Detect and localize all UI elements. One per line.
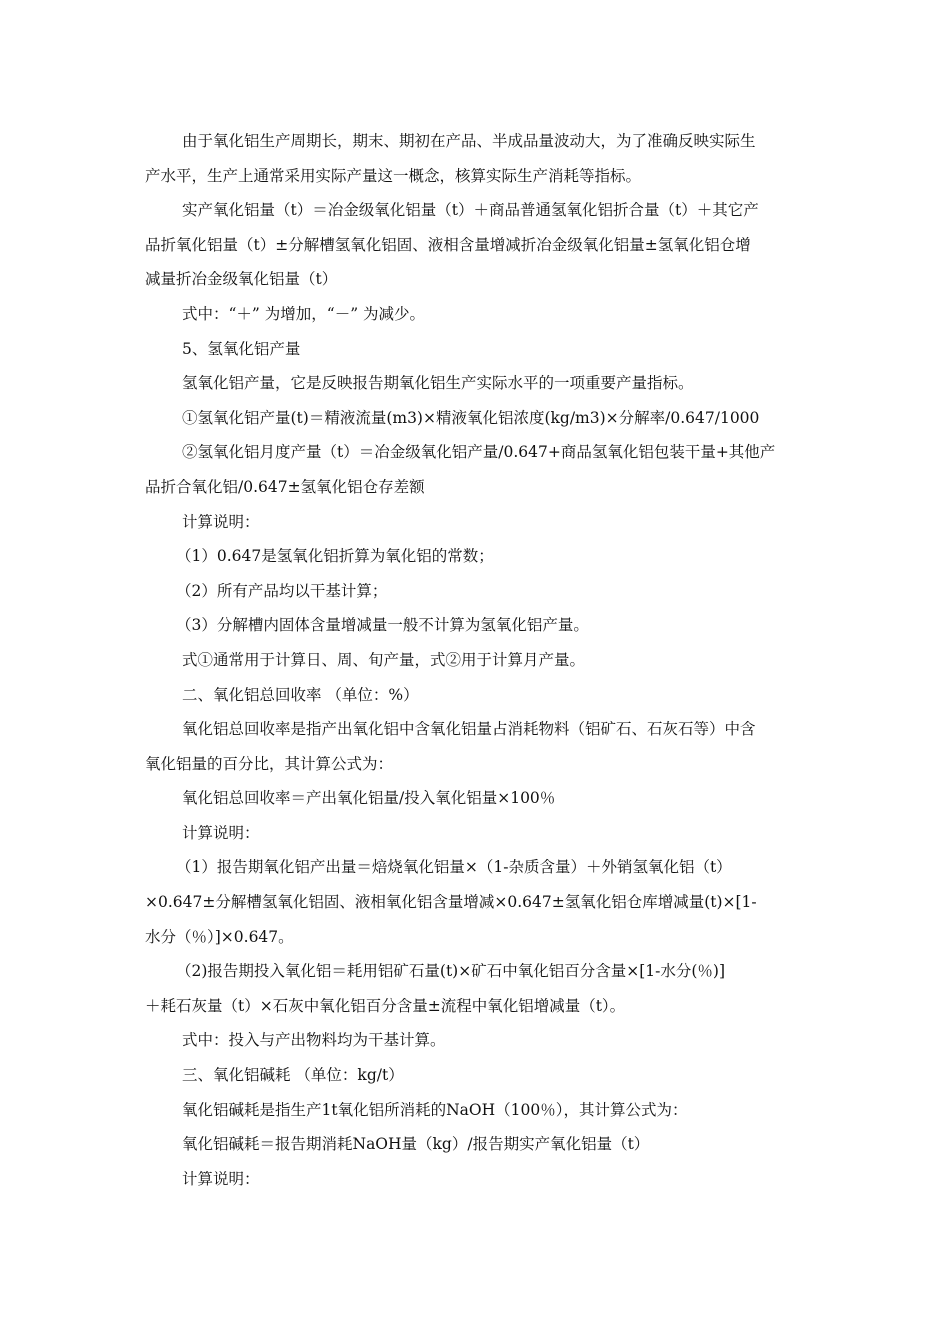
note-heading: 计算说明：	[182, 512, 260, 531]
note-heading: 计算说明：	[182, 823, 260, 842]
note-heading: 计算说明：	[182, 1169, 260, 1188]
paragraph-line: 式①通常用于计算日、周、旬产量，式②用于计算月产量。	[182, 650, 586, 669]
section-heading: 二、氧化铝总回收率 （单位：%）	[182, 685, 419, 704]
formula-line: 氧化铝碱耗＝报告期消耗NaOH量（kg）/报告期实产氧化铝量（t）	[182, 1135, 650, 1154]
section-heading: 5、氢氧化铝产量	[182, 339, 301, 358]
note-item: （1）0.647是氢氧化铝折算为氧化铝的常数；	[176, 547, 494, 566]
note-item: （1）报告期氧化铝产出量＝焙烧氧化铝量×（1-杂质含量）＋外销氢氧化铝（t）	[176, 858, 732, 877]
note-item: （2）所有产品均以干基计算；	[176, 581, 388, 600]
paragraph-line: 由于氧化铝生产周期长，期末、期初在产品、半成品量波动大，为了准确反映实际生	[182, 132, 756, 150]
paragraph-line: 氧化铝量的百分比，其计算公式为：	[145, 754, 394, 773]
paragraph-line: 品折氧化铝量（t）±分解槽氢氧化铝固、液相含量增减折冶金级氧化铝量±氢氧化铝仓增	[145, 235, 751, 254]
formula-line: 氧化铝总回收率＝产出氧化铝量/投入氧化铝量×100％	[182, 789, 556, 808]
document-body	[145, 124, 810, 1196]
paragraph-line: 减量折冶金级氧化铝量（t）	[145, 270, 338, 289]
note-item: ×0.647±分解槽氢氧化铝固、液相氧化铝含量增减×0.647±氢氧化铝仓库增减量(t)×[1-	[145, 893, 757, 912]
paragraph-line: 氧化铝碱耗是指生产1t氧化铝所消耗的NaOH（100％），其计算公式为：	[182, 1100, 688, 1119]
formula-line: 品折合氧化铝/0.647±氢氧化铝仓存差额	[145, 477, 425, 496]
paragraph-line: 产水平，生产上通常采用实际产量这一概念，核算实际生产消耗等指标。	[145, 166, 642, 185]
note-item: 水分（％）]×0.647。	[145, 927, 294, 946]
paragraph-line: 氢氧化铝产量，它是反映报告期氧化铝生产实际水平的一项重要产量指标。	[182, 374, 694, 393]
paragraph-line: 式中：“＋” 为增加，“－” 为减少。	[182, 304, 426, 323]
paragraph-line: 式中：投入与产出物料均为干基计算。	[182, 1031, 446, 1050]
section-heading: 三、氧化铝碱耗 （单位：kg/t）	[182, 1066, 404, 1085]
paragraph-line: 实产氧化铝量（t）＝冶金级氧化铝量（t）＋商品普通氢氧化铝折合量（t）＋其它产	[182, 201, 759, 220]
paragraph-line: 氧化铝总回收率是指产出氧化铝中含氧化铝量占消耗物料（铝矿石、石灰石等）中含	[182, 720, 756, 739]
note-item: （2)报告期投入氧化铝＝耗用铝矿石量(t)×矿石中氧化铝百分含量×[1-水分(％)]	[176, 962, 725, 981]
note-item: ＋耗石灰量（t）×石灰中氧化铝百分含量±流程中氧化铝增减量（t）。	[145, 996, 626, 1015]
note-item: （3）分解槽内固体含量增减量一般不计算为氢氧化铝产量。	[176, 616, 589, 635]
formula-line: ①氢氧化铝产量(t)＝精液流量(m3)×精液氧化铝浓度(kg/m3)×分解率/0.647/1000	[182, 408, 760, 427]
formula-line: ②氢氧化铝月度产量（t）＝冶金级氧化铝产量/0.647+商品氢氧化铝包装干量+其他产	[182, 443, 776, 462]
